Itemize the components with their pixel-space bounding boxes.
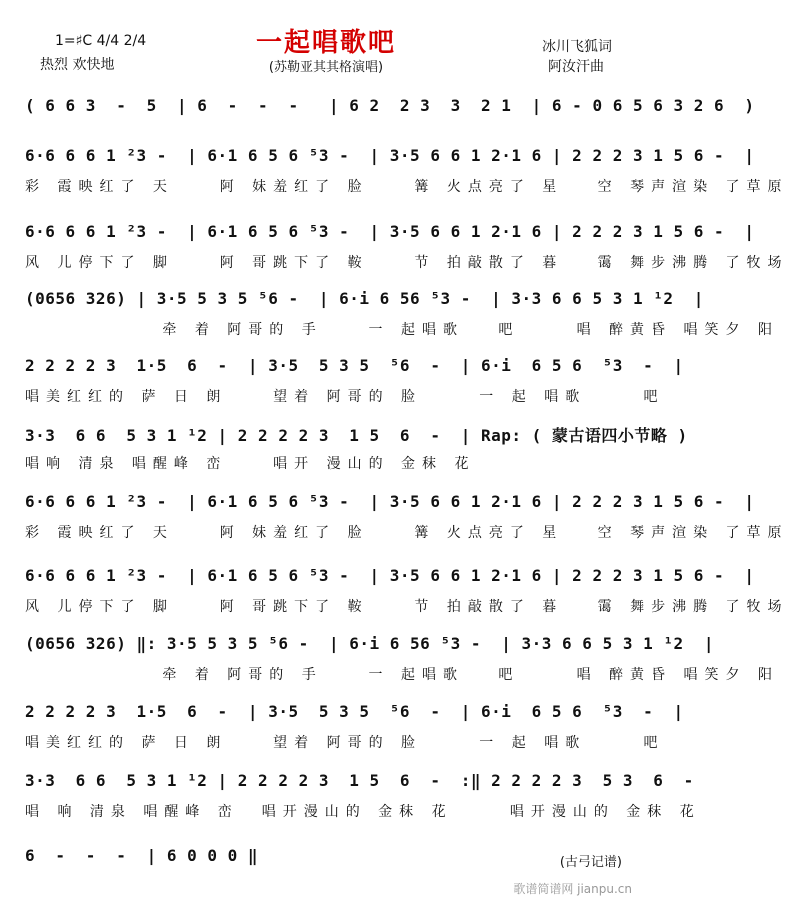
- notation-line: 6·6 6 6 1 ²3 - | 6·1 6 5 6 ⁵3 - | 3·5 6 6 1 2·1 6 | 2 2 2 3 1 5 6 - |: [25, 222, 755, 241]
- score-row: [25, 492, 789, 556]
- song-title: 一起唱歌吧: [255, 28, 396, 58]
- notation-line: 6·6 6 6 1 ²3 - | 6·1 6 5 6 ⁵3 - | 3·5 6 6 1 2·1 6 | 2 2 2 3 1 5 6 - |: [25, 492, 755, 511]
- score-row: [25, 356, 684, 420]
- lyric-line: 风 儿停下了 脚 阿 哥跳下了 鞍 节 拍敲散了 暮 霭 舞步沸腾 了牧场: [25, 599, 789, 615]
- lyric-line: 唱 响 清泉 唱醒峰 峦 唱开漫山的 金秣 花 唱开漫山的 金秣 花: [25, 804, 701, 820]
- composer-credit: 阿汝汗曲: [548, 59, 604, 75]
- lyric-line: 彩 霞映红了 天 阿 妹羞红了 脸 篝 火点亮了 星 空 琴声渲染 了草原: [25, 179, 789, 195]
- key-signature: 1=♯C 4/4 2/4: [55, 33, 147, 49]
- score-row: [25, 222, 789, 286]
- lyric-line: 唱美红红的 萨 日 朗 望着 阿哥的 脸 一 起 唱歌 吧: [25, 389, 665, 405]
- lyric-line: 彩 霞映红了 天 阿 妹羞红了 脸 篝 火点亮了 星 空 琴声渲染 了草原: [25, 525, 789, 541]
- lyricist-credit: 冰川飞狐词: [542, 39, 612, 55]
- lyric-line: 唱响 清泉 唱醒峰 峦 唱开 漫山的 金秣 花: [25, 456, 476, 472]
- notation-line: 2 2 2 2 3 1·5 6 - | 3·5 5 3 5 ⁵6 - | 6·i 6 5 6 ⁵3 - |: [25, 702, 684, 721]
- tempo-mood: 热烈 欢快地: [40, 57, 115, 73]
- lyric-line: [25, 126, 625, 148]
- lyric-line: 唱美红红的 萨 日 朗 望着 阿哥的 脸 一 起 唱歌 吧: [25, 735, 665, 751]
- score-row: [25, 423, 688, 487]
- notation-line: 6·6 6 6 1 ²3 - | 6·1 6 5 6 ⁵3 - | 3·5 6 6 1 2·1 6 | 2 2 2 3 1 5 6 - |: [25, 146, 755, 165]
- performer-note: (苏勒亚其其格演唱): [268, 60, 384, 75]
- transcriber-note: (古弓记谱): [559, 855, 622, 870]
- score-row: [25, 702, 684, 766]
- score-row: [25, 566, 789, 630]
- notation-line: ( 6 6 3 - 5 | 6 - - - | 6 2 2 3 3 2 1 | 6 - 0 6 5 6 3 2 6 ): [25, 96, 755, 115]
- score-row: [25, 771, 701, 835]
- notation-line: (0656 326) | 3·5 5 3 5 ⁵6 - | 6·i 6 56 ⁵3 - | 3·3 6 6 5 3 1 ¹2 |: [25, 289, 704, 308]
- notation-line: 3·3 6 6 5 3 1 ¹2 | 2 2 2 2 3 1 5 6 - | Rap: ( 蒙古语四小节略 ): [25, 426, 688, 445]
- score-row: [25, 289, 779, 353]
- notation-line: 6 - - - | 6 0 0 0 ‖: [25, 846, 259, 865]
- score-row-ending: [25, 846, 625, 910]
- site-watermark: 歌谱简谱网 jianpu.cn: [513, 882, 632, 896]
- score-row: [25, 634, 779, 698]
- lyric-line: 牵 着 阿哥的 手 一 起唱歌 吧 唱 醉黄昏 唱笑夕 阳: [25, 667, 779, 683]
- notation-line: 6·6 6 6 1 ²3 - | 6·1 6 5 6 ⁵3 - | 3·5 6 6 1 2·1 6 | 2 2 2 3 1 5 6 - |: [25, 566, 755, 585]
- score-row: [25, 146, 789, 210]
- lyric-line: 风 儿停下了 脚 阿 哥跳下了 鞍 节 拍敲散了 暮 霭 舞步沸腾 了牧场: [25, 255, 789, 271]
- notation-line: 3·3 6 6 5 3 1 ¹2 | 2 2 2 2 3 1 5 6 - :‖ 2 2 2 2 3 5 3 6 -: [25, 771, 694, 790]
- notation-line: (0656 326) ‖: 3·5 5 3 5 ⁵6 - | 6·i 6 56 ⁵3 - | 3·3 6 6 5 3 1 ¹2 |: [25, 634, 715, 653]
- notation-line: 2 2 2 2 3 1·5 6 - | 3·5 5 3 5 ⁵6 - | 6·i 6 5 6 ⁵3 - |: [25, 356, 684, 375]
- lyric-line: 牵 着 阿哥的 手 一 起唱歌 吧 唱 醉黄昏 唱笑夕 阳: [25, 322, 779, 338]
